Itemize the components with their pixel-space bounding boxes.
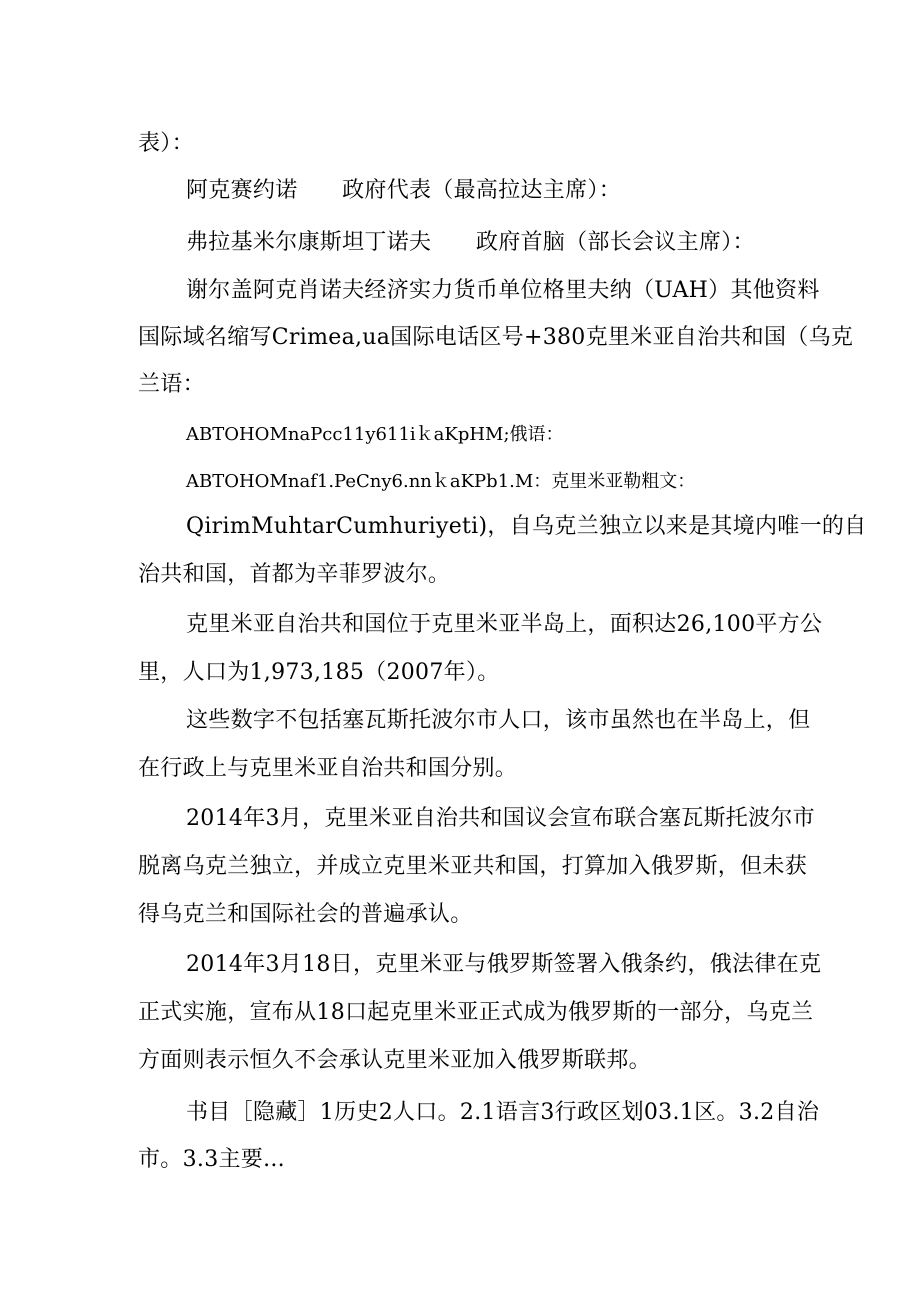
text-line: 兰语： bbox=[138, 372, 205, 397]
text-line: 在行政上与克里米亚自治共和国分别。 bbox=[138, 756, 518, 781]
text-line: 2014年3月，克里米亚自治共和国议会宣布联合塞瓦斯托波尔市 bbox=[186, 806, 815, 831]
text-line: 得乌克兰和国际社会的普遍承认。 bbox=[138, 902, 473, 927]
text-line: 正式实施，宣布从18口起克里米亚正式成为俄罗斯的一部分，乌克兰 bbox=[138, 1000, 814, 1025]
text-line: QirimMuhtarCumhuriyeti)，自乌克兰独立以来是其境内唯一的自 bbox=[186, 514, 867, 539]
text-line: ABTOHOMnaPcc11y611iｋaKpHM;俄语： bbox=[186, 424, 564, 445]
text-line: 这些数字不包括塞瓦斯托波尔市人口，该市虽然也在半岛上，但 bbox=[186, 708, 811, 733]
text-line: 弗拉基米尔康斯坦丁诺夫 政府首脑（部长会议主席）： bbox=[186, 230, 755, 255]
text-line: 治共和国，首都为辛菲罗波尔。 bbox=[138, 562, 451, 587]
text-line: 克里米亚自治共和国位于克里米亚半岛上，面积达26,100平方公 bbox=[186, 612, 823, 637]
text-line: 阿克赛约诺 政府代表（最高拉达主席）： bbox=[186, 178, 622, 203]
text-line: ABTOHOMnaf1.PeCny6.nnｋaKPb1.M：克里米亚勒粗文： bbox=[186, 471, 696, 492]
text-line: 市。3.3主要... bbox=[138, 1147, 285, 1172]
text-line: 方面则表示恒久不会承认克里米亚加入俄罗斯联邦。 bbox=[138, 1048, 651, 1073]
text-line: 谢尔盖阿克肖诺夫经济实力货币单位格里夫纳（UAH）其他资料 bbox=[186, 278, 820, 303]
text-line: 里，人口为1,973,185（2007年）。 bbox=[138, 660, 500, 685]
text-line: 表）： bbox=[138, 131, 194, 156]
text-line: 书目［隐藏］1历史2人口。2.1语言3行政区划03.1区。3.2自治 bbox=[186, 1100, 820, 1125]
text-line: 国际域名缩写Crimea,ua国际电话区号+380克里米亚自治共和国（乌克 bbox=[138, 325, 854, 350]
text-line: 脱离乌克兰独立，并成立克里米亚共和国，打算加入俄罗斯，但未获 bbox=[138, 854, 808, 879]
text-line: 2014年3月18日，克里米亚与俄罗斯签署入俄条约，俄法律在克 bbox=[186, 952, 822, 977]
